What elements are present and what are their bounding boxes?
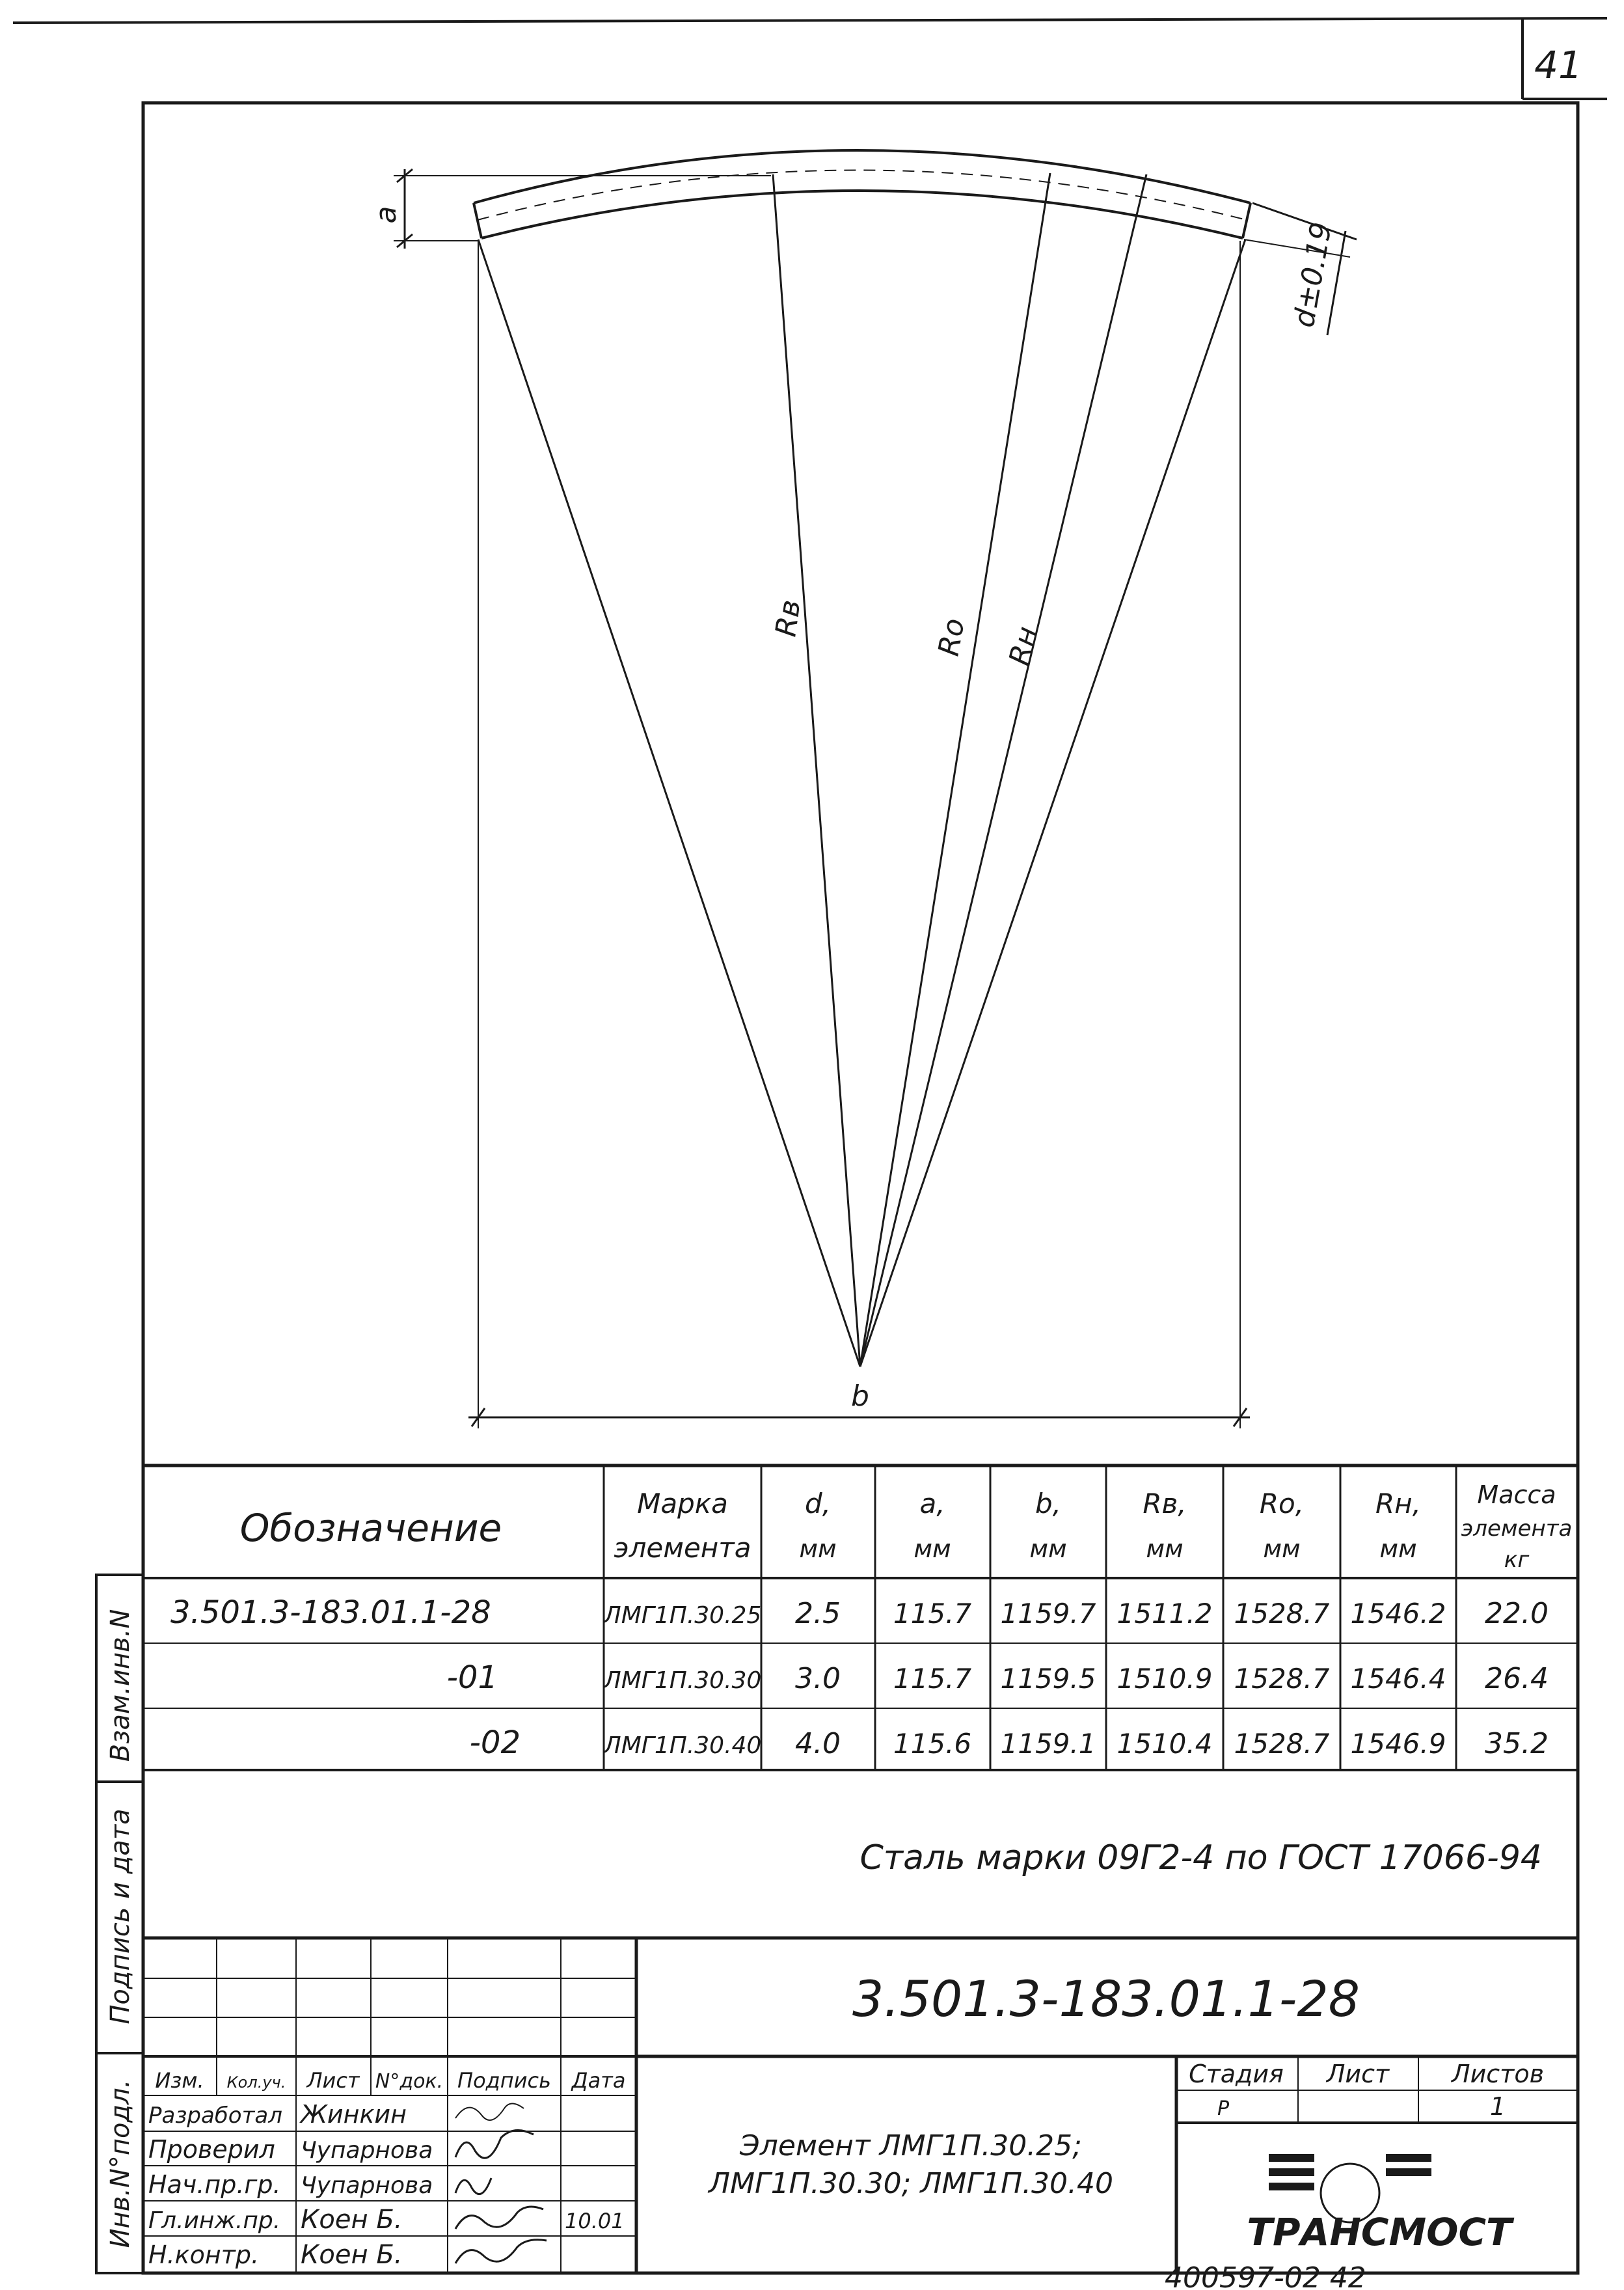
row3-ro: 1528.7 <box>1234 1728 1330 1760</box>
footer-note: 400597-02 42 <box>1165 2261 1366 2290</box>
row2-mark: ЛМГ1П.30.30 <box>603 1667 762 1694</box>
logo-bar-3 <box>1269 2183 1314 2190</box>
row2-rv: 1510.9 <box>1116 1663 1213 1695</box>
company-logo <box>1247 2154 1515 2254</box>
title-block <box>143 1938 1578 2273</box>
row1-rn: 1546.2 <box>1350 1598 1446 1629</box>
signature-3 <box>455 2178 491 2194</box>
tb-stage-label: Стадия <box>1189 2060 1284 2088</box>
element-title-2: ЛМГ1П.30.30; ЛМГ1П.30.40 <box>709 2167 1113 2200</box>
element-title-1: Элемент ЛМГ1П.30.25; <box>740 2129 1082 2162</box>
tb-name-4: Коен Б. <box>301 2205 403 2235</box>
row2-designation: -01 <box>446 1659 498 1696</box>
row3-b: 1159.1 <box>1000 1728 1096 1760</box>
header-mass-1: Масса <box>1477 1480 1556 1509</box>
tb-role-4: Гл.инж.пр. <box>148 2207 281 2234</box>
header-a-1: a, <box>919 1488 945 1520</box>
header-b-1: b, <box>1035 1488 1062 1520</box>
tb-header-list: Лист <box>306 2068 360 2093</box>
header-d-1: d, <box>804 1488 832 1520</box>
header-rn-1: Rн, <box>1375 1488 1421 1520</box>
tb-header-data: Дата <box>571 2068 626 2093</box>
header-d-2: мм <box>799 1534 837 1563</box>
row3-rv: 1510.4 <box>1116 1728 1213 1760</box>
dim-a-label: a <box>370 206 403 224</box>
header-rn-2: мм <box>1379 1534 1417 1563</box>
signature-2 <box>455 2131 534 2159</box>
tb-role-5: Н.контр. <box>148 2241 260 2269</box>
header-mass-3: кг <box>1504 1547 1530 1573</box>
radius-label-ro: Ro <box>932 616 971 659</box>
row2-b: 1159.5 <box>1000 1663 1096 1695</box>
tb-header-izm: Изм. <box>155 2068 204 2093</box>
row1-designation: 3.501.3-183.01.1-28 <box>170 1594 491 1631</box>
sector-drawing <box>370 150 1357 1428</box>
row2-ro: 1528.7 <box>1234 1663 1330 1695</box>
header-ro-2: мм <box>1263 1534 1301 1563</box>
row3-a: 115.6 <box>893 1728 972 1760</box>
row1-a: 115.7 <box>893 1598 972 1629</box>
header-ro-1: Ro, <box>1259 1488 1305 1520</box>
dim-d-label: d±0.19 <box>1287 219 1339 330</box>
tb-role-2: Проверил <box>148 2135 275 2164</box>
row3-mass: 35.2 <box>1485 1727 1549 1760</box>
signature-1 <box>455 2104 524 2121</box>
logo-bar-4 <box>1386 2154 1431 2162</box>
radius-label-rn: Rн <box>1003 623 1045 669</box>
logo-bar-2 <box>1269 2168 1314 2176</box>
tb-date-4: 10.01 <box>565 2209 625 2233</box>
row2-d: 3.0 <box>795 1662 841 1695</box>
side-stamp-vzam-inv: Взам.инв.N <box>105 1609 135 1762</box>
header-rv-1: Rв, <box>1143 1488 1187 1520</box>
signature-5 <box>455 2240 547 2263</box>
material-note: Сталь марки 09Г2-4 по ГОСТ 17066-94 <box>859 1838 1542 1877</box>
side-stamp-inv-podl: Инв.N°подл. <box>105 2079 135 2248</box>
row3-rn: 1546.9 <box>1350 1728 1446 1760</box>
page-number: 41 <box>1534 43 1582 87</box>
tb-stage-value: Р <box>1217 2097 1230 2120</box>
tb-sheet-label: Лист <box>1326 2060 1390 2088</box>
header-designation: Обозначение <box>239 1506 502 1550</box>
left-end-cap <box>474 203 481 238</box>
radial-line-ro <box>860 173 1050 1367</box>
row1-mark: ЛМГ1П.30.25 <box>603 1602 762 1629</box>
tb-header-podpis: Подпись <box>457 2068 551 2093</box>
header-mass-2: элемента <box>1461 1516 1573 1542</box>
sheet-top-edge <box>13 18 1607 23</box>
dim-b-label: b <box>851 1380 869 1413</box>
row1-rv: 1511.2 <box>1116 1598 1213 1629</box>
right-end-cap <box>1243 203 1251 238</box>
outer-arc <box>474 150 1251 203</box>
row1-mass: 22.0 <box>1485 1597 1549 1630</box>
tb-name-5: Коен Б. <box>301 2240 403 2270</box>
logo-bar-5 <box>1386 2168 1431 2176</box>
table-row <box>470 1724 1549 1761</box>
table-row <box>170 1594 1549 1631</box>
company-logo-text: ТРАНСМОСТ <box>1247 2210 1512 2254</box>
row1-b: 1159.7 <box>1000 1598 1096 1629</box>
tb-sheets-label: Листов <box>1452 2060 1544 2088</box>
tb-sheets-value: 1 <box>1489 2092 1506 2121</box>
radial-line-left <box>478 239 860 1367</box>
row1-ro: 1528.7 <box>1234 1598 1330 1629</box>
header-rv-2: мм <box>1146 1534 1184 1563</box>
header-mark-1: Марка <box>637 1488 728 1520</box>
row1-d: 2.5 <box>795 1597 841 1630</box>
radial-line-right <box>860 239 1245 1367</box>
side-stamp-podpis-data: Подпись и дата <box>105 1808 135 2024</box>
tb-header-ndok: N°док. <box>375 2070 444 2093</box>
radial-line-rn <box>860 174 1146 1367</box>
spec-table <box>143 1465 1578 1877</box>
row2-a: 115.7 <box>893 1663 972 1695</box>
tb-header-kol: Кол.уч. <box>226 2073 286 2092</box>
main-frame <box>143 103 1578 2273</box>
signature-4 <box>455 2207 543 2229</box>
row3-designation: -02 <box>469 1724 521 1761</box>
middle-arc-dashed <box>478 170 1247 221</box>
header-mark-2: элемента <box>614 1532 751 1564</box>
tb-role-3: Нач.пр.гр. <box>148 2170 281 2199</box>
row3-mark: ЛМГ1П.30.40 <box>603 1732 762 1759</box>
document-code: 3.501.3-183.01.1-28 <box>852 1970 1360 2028</box>
tb-role-1: Разработал <box>148 2103 282 2129</box>
header-b-2: мм <box>1029 1534 1067 1563</box>
row2-rn: 1546.4 <box>1350 1663 1446 1695</box>
tb-name-3: Чупарнова <box>301 2172 433 2199</box>
header-a-2: мм <box>914 1534 951 1563</box>
tb-name-1: Жинкин <box>301 2100 407 2129</box>
logo-bar-1 <box>1269 2154 1314 2162</box>
radius-label-rv: Rв <box>769 597 807 639</box>
row2-mass: 26.4 <box>1485 1662 1549 1695</box>
table-row <box>447 1659 1549 1696</box>
tb-name-2: Чупарнова <box>301 2137 433 2164</box>
row3-d: 4.0 <box>795 1727 841 1760</box>
inner-arc <box>481 191 1243 238</box>
radial-line-rv <box>773 174 860 1367</box>
